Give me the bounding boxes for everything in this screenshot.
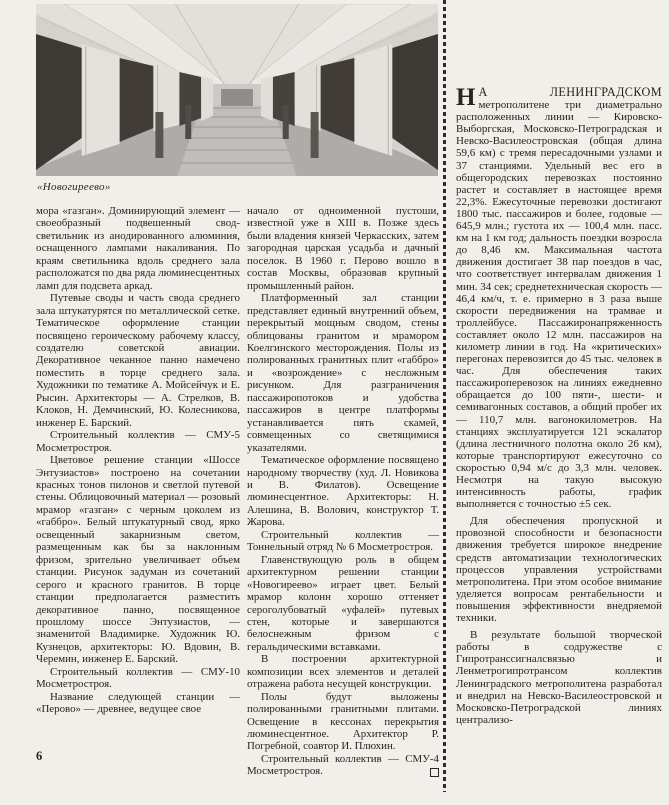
paragraph: Строительный коллектив — Тоннельный отряд № 6 Мосметростроя.: [247, 528, 439, 554]
column-divider: [443, 0, 446, 792]
lead-caps: А ЛЕНИНГРАДСКОМ: [478, 85, 662, 99]
column-middle: [247, 205, 439, 778]
column-left: [36, 205, 240, 716]
paragraph: Строительный коллектив — СМУ-10 Мосметростроя.: [36, 665, 240, 691]
paragraph: начало от одноименной пустоши, известной уже в XIII в. Позже здесь были владения князей Черкасских, затем загородная царская усадьба и дачный поселок. В 1960 г. Перово вошло в состав Москвы, образовав крупный промышленный район.: [247, 205, 439, 292]
paragraph: Полы будут выложены полированными гранитными плитами. Освещение в кессонах перекрытия люминесцентное. Архитектор Р. Погребной, соавтор И. Плюхин.: [247, 690, 439, 753]
paragraph: В построении архитектурной композиции всех элементов и деталей отражена работа несущей конструкции.: [247, 653, 439, 691]
paragraph: Строительный коллектив — СМУ-5 Мосметростроя.: [36, 429, 240, 454]
paragraph: Для обеспечения пропускной и провозной способности и безопасности движения требуется широкое внедрение средств автоматизации технологических процессов управления устройствами метрополитена. При этом особое внимание уделяется вопросам рентабельности и повышения эффективности внедряемой техники.: [456, 515, 662, 625]
paragraph: Цветовое решение станции «Шоссе Энтузиастов» построено на сочетании красных тонов пилонов и светлой путевой стены. Облицовочный материал — розовый мрамор «газган» с черным цоколем из «габбро». Белый штукатурный свод, ярко освещенный закарнизным светом, размещенным как бы за наклонным фризом, зрительно увеличивает объем станции. Рисунок задуман из сочетаний серого и красного гранитов. В торце станции предполагается разместить декоративное панно, посвященное прошлому шоссе Энтузиастов, — знаменитой Владимирке. Художник Ю. Кузнецов, архитекторы: Ю. Вдовин, В. Черемин, инженер Е. Барский.: [36, 454, 240, 666]
photo-caption: «Новогиреево»: [37, 181, 111, 193]
paragraph-text: Строительный коллектив — СМУ-4 Мосметростроя.: [247, 752, 439, 778]
page-number: 6: [36, 749, 43, 763]
paragraph: В результате большой творческой работы в содружестве с Гипротранссигналсвязью и Ленметрогипротрансом коллектив Ленинградского метрополитена разработал и внедрил на Невско-Василеостровской и Московско-Петроградской линиях централизо-: [456, 629, 662, 726]
station-photo-illustration: [36, 4, 438, 176]
paragraph: Путевые своды и часть свода среднего зала штукатурятся по металлической сетке. Тематическое оформление станции посвящено героическому рабочему классу, создателю советской авиации. Декоративное чеканное панно намечено поместить в торце среднего зала. Художники по тематике А. Мойсейчук и Е. Рысин. Архитекторы — А. Стрелков, В. Клоков, Н. Демчинский, Ю. Колесникова, инженер Е. Барский.: [36, 292, 240, 429]
paragraph: Тематическое оформление посвящено народному творчеству (худ. Л. Новикова и В. Филатов). Освещение люминесцентное. Архитекторы: Н. Алешина, В. Волович, конструктор Т. Жарова.: [247, 454, 439, 529]
column-right: [456, 86, 662, 726]
paragraph: Платформенный зал станции представляет единый внутренний объем, перекрытый мощным сводом, стены облицованы гранитом и мрамором Коелгинского месторождения. Полы из полированных гранитных плит «габбро» и «возрождение» с несложным рисунком. Для разграничения пассажиропотоков и удобства пассажиров в центре платформы устанавливается пять скамей, совмещенных со светящимися указателями.: [247, 292, 439, 454]
station-photo: [36, 4, 438, 176]
paragraph: мора «газган». Доминирующий элемент — своеобразный подвешенный свод-светильник из анодированного алюминия, оснащенного лампами накаливания. По краям светильника вдоль среднего зала расположатся по два ряда люминесцентных ламп для подсвета аркад.: [36, 205, 240, 292]
paragraph-text: метрополитене три диаметрально расположенных линии — Кировско-Выборгская, Московско-Петроградская и Невско-Василеостровская (общая длина 59,6 км) с тремя пересадочными узлами и 37 станциями. Удельный вес его в общегородских перевозках постоянно растет и составляет в настоящее время 22,3%. Ежесуточные перевозки достигают 1800 тыс. пассажиров и более, годовые — 645,9 млн.; густота их — 100,4 млн. пасс. км на 1 км год; дальность поездки возросла до 8,46 км. Максимальная частота движения достигает 38 пар поездов в час, что соответствует интервалам движения 1 мин. 34 сек; среднетехническая скорость — 46,4 км/ч, т. е. примерно в 3 раза выше скорости передвижения на трамвае и троллейбусе. Пассажиронапряженность составляет около 12 млн. пассажиров на километр линии в год. На «критических» перегонах перевозится до 45 тыс. человек в час. Для обеспечения таких пассажироперевозок на линиях ежедневно обращается до 100 пяти-, шести- и семивагонных составов, а общий пробег их — 110,7 млн. вагонокилометров. На станциях эксплуатируется 121 эскалатор (длина лестничного полотна около 26 км), которые транспортируют ежесуточно со скоростью 0,94 м/с до 3,3 млн. человек. Несмотря на такую высокую интенсивность работы, график выполняется с точностью ±5 сек.: [456, 99, 662, 511]
paragraph: Название следующей станции — «Перово» — древнее, ведущее свое: [36, 690, 240, 716]
drop-cap: Н: [456, 84, 476, 111]
end-of-article-mark: [430, 768, 439, 777]
paragraph: Главенствующую роль в общем архитектурном решении станции «Новогиреево» играет цвет. Белый мрамор колонн хорошо оттеняет сероголубоватый «уфалей» путевых стен, которые и завершаются белоснежным фризом с геральдическими вставками.: [247, 553, 439, 653]
paragraph: [456, 86, 662, 510]
paragraph: [247, 753, 439, 778]
